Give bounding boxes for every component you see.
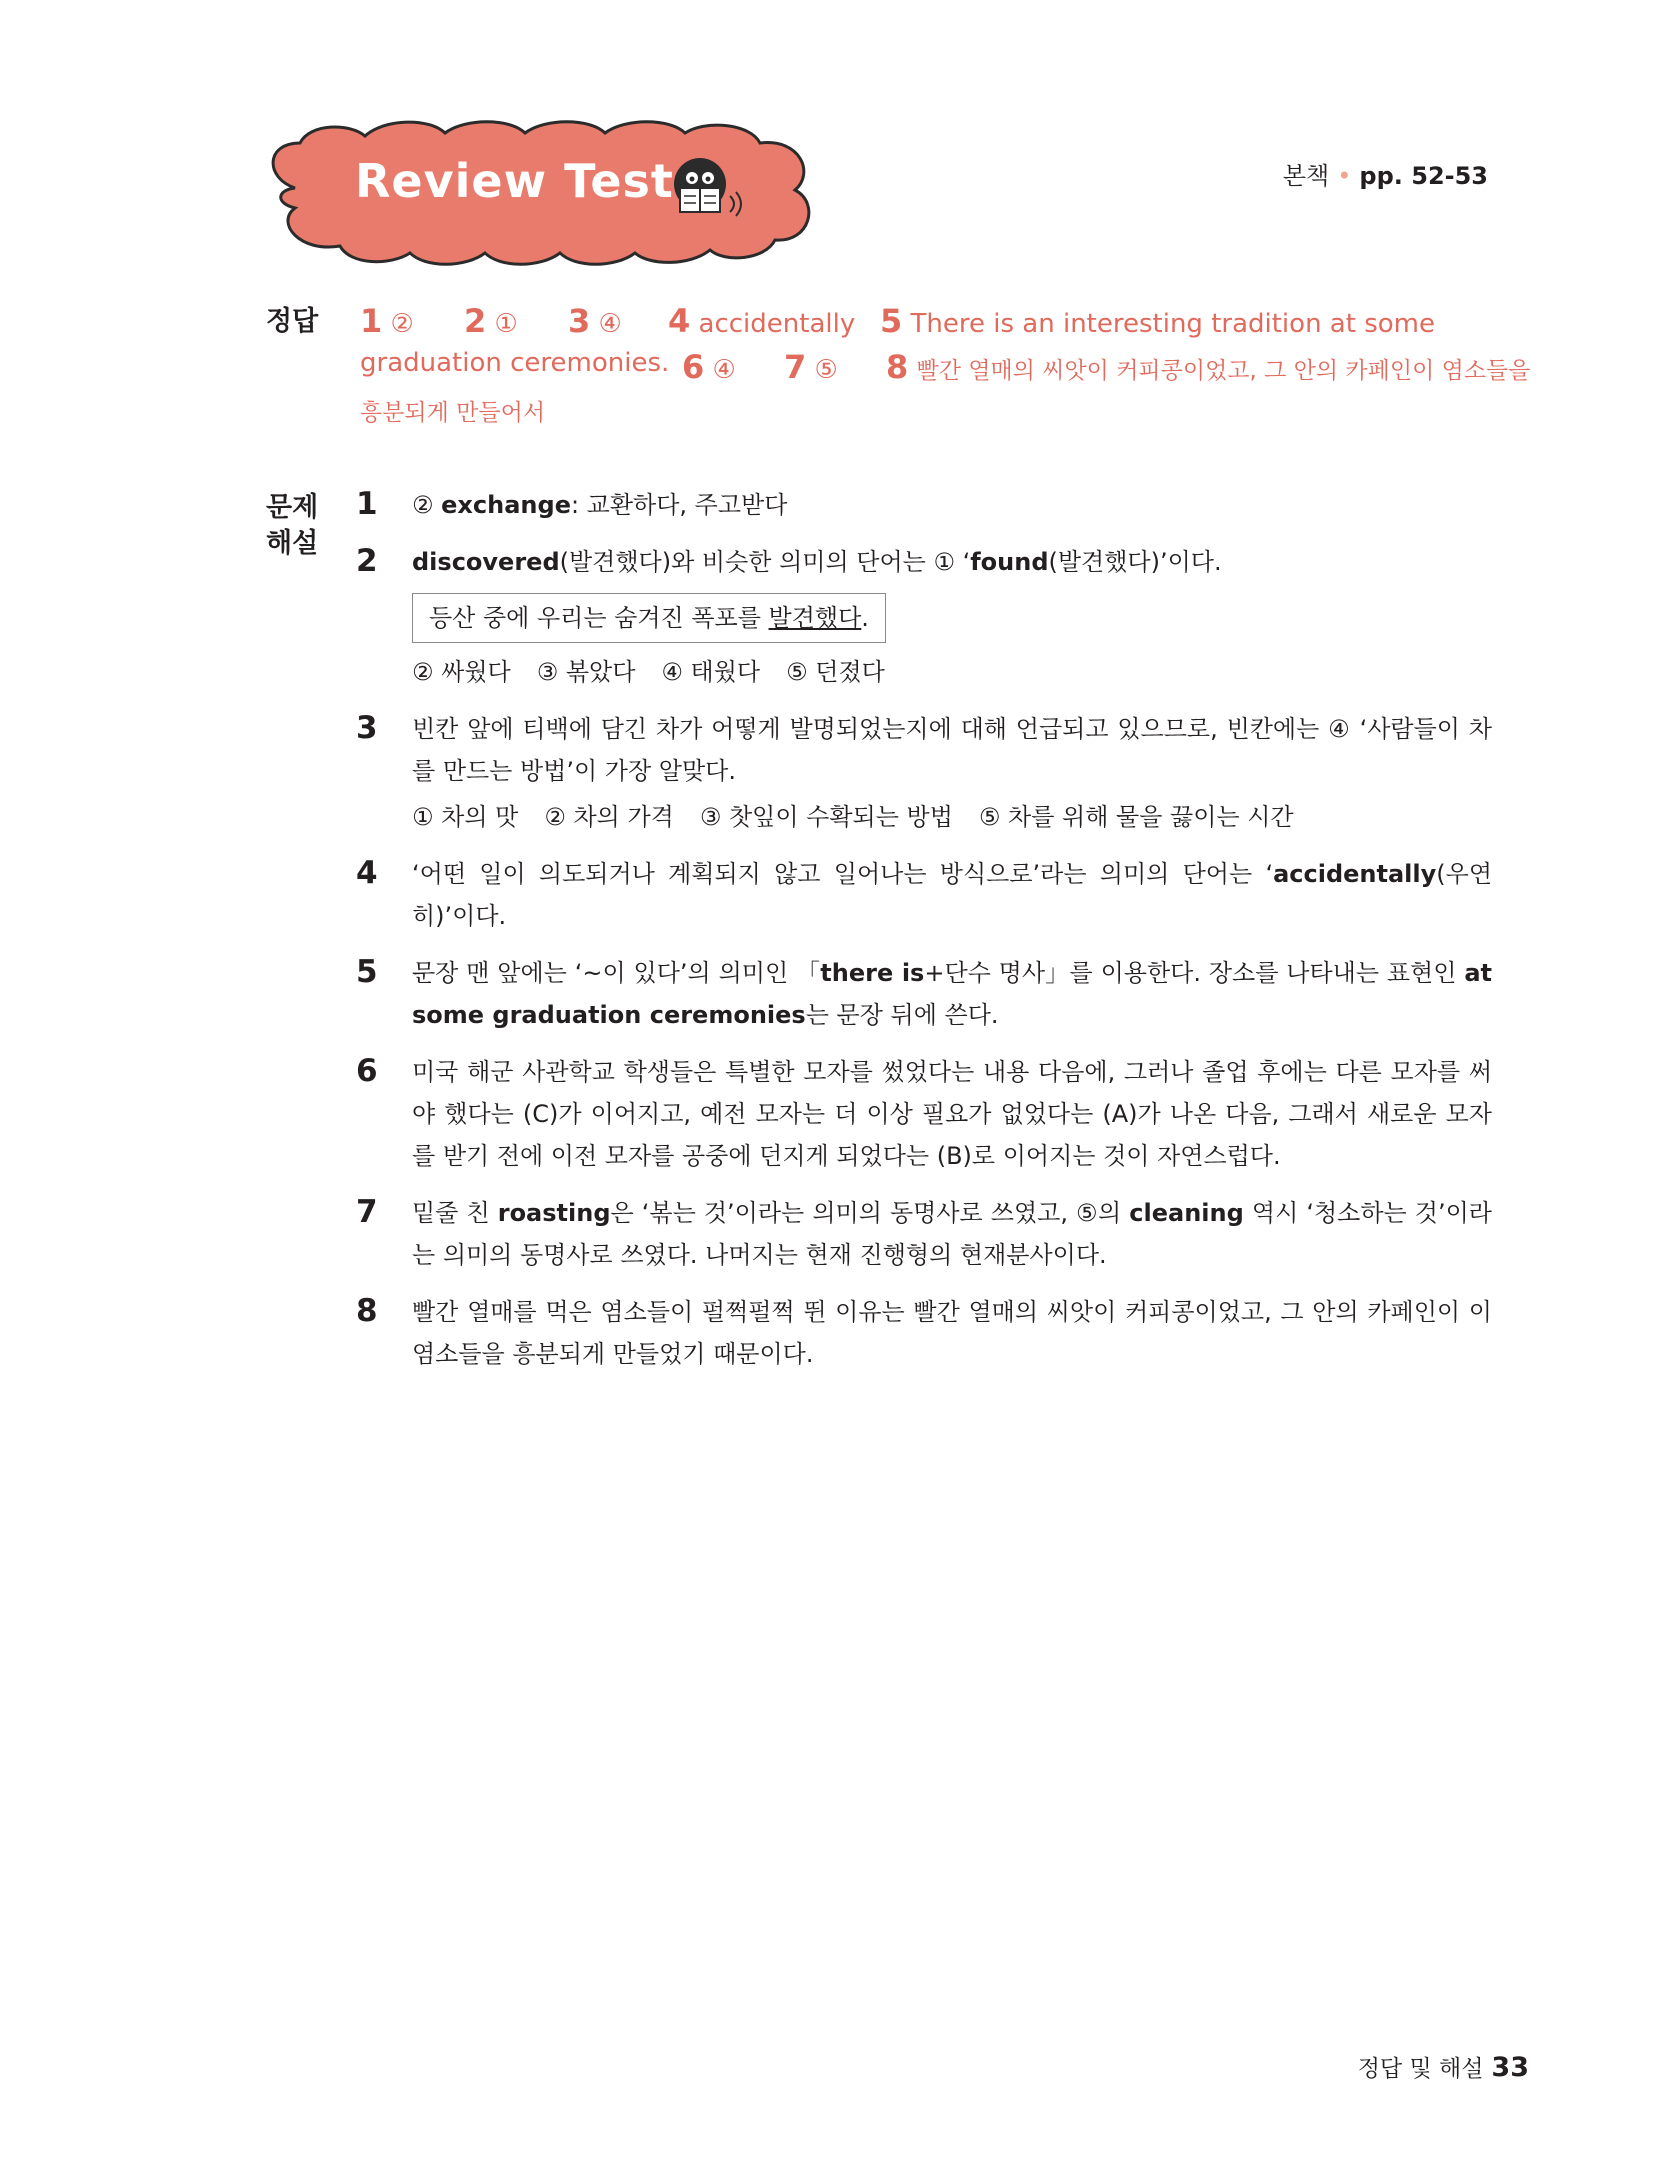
- example-sentence-box: 등산 중에 우리는 숨겨진 폭포를 발견했다.: [412, 593, 886, 643]
- choice-translations: [412, 651, 1492, 693]
- answer-7: 7 ⑤: [784, 348, 838, 386]
- page-reference: [1283, 156, 1488, 191]
- explanation-5: [356, 952, 1492, 1036]
- choice: ① 차의 맛: [412, 803, 519, 831]
- explanation-text: 빨간 열매를 먹은 염소들이 펄쩍펄쩍 뛴 이유는 빨간 열매의 씨앗이 커피콩이었고, 그 안의 카페인이 이 염소들을 흥분되게 만들었기 때문이다.: [412, 1298, 1492, 1368]
- choice: ③ 볶았다: [536, 658, 636, 686]
- explanations-label-line1: 문제: [266, 492, 319, 523]
- item-number: 8: [356, 1293, 378, 1329]
- explanation-7: [356, 1192, 1492, 1276]
- answer-5-continued: graduation ceremonies.: [360, 348, 670, 378]
- explanation-2: [356, 541, 1492, 693]
- choice: ⑤ 던졌다: [786, 658, 885, 686]
- item-number: 4: [356, 855, 378, 891]
- explanation-text: ② exchange: 교환하다, 주고받다: [412, 491, 788, 519]
- answer-line-2: [360, 348, 1531, 394]
- bullet-dot-icon: •: [1337, 162, 1352, 190]
- explanation-text: 빈칸 앞에 티백에 담긴 차가 어떻게 발명되었는지에 대해 언급되고 있으므로, 빈칸에는 ④ ‘사람들이 차를 만드는 방법’이 가장 알맞다.: [412, 715, 1492, 785]
- answer-2: 2 ①: [464, 302, 518, 340]
- answer-1: 1 ②: [360, 302, 414, 340]
- answer-4: 4 accidentally: [668, 302, 856, 340]
- answer-3: 3 ④: [568, 302, 622, 340]
- item-number: 7: [356, 1194, 378, 1230]
- answer-8-continued: 흥분되게 만들어서: [360, 400, 546, 426]
- answer-8: 8 빨간 열매의 씨앗이 커피콩이었고, 그 안의 카페인이 염소들을: [886, 348, 1531, 386]
- footer-label: 정답 및 해설: [1357, 2056, 1484, 2082]
- page-number: 33: [1491, 2052, 1529, 2083]
- explanation-text: 미국 해군 사관학교 학생들은 특별한 모자를 썼었다는 내용 다음에, 그러나 졸업 후에는 다른 모자를 써야 했다는 (C)가 이어지고, 예전 모자는 더 이상 필요가 없었다는 (A)가 나온 다음, 그래서 새로운 모자를 받기 전에 이전 모자를 공중에 던지게 되었다는 (B)로 이어지는 것이 자연스럽다.: [412, 1058, 1492, 1170]
- page-ref-book: 본책: [1282, 162, 1330, 190]
- review-test-header: [255, 118, 835, 268]
- explanation-list: [356, 484, 1492, 1390]
- choice: ② 차의 가격: [544, 803, 674, 831]
- item-number: 2: [356, 543, 378, 579]
- explanation-text: ‘어떤 일이 의도되거나 계획되지 않고 일어나는 방식으로’라는 의미의 단어는 ‘accidentally(우연히)’이다.: [412, 860, 1492, 930]
- choice: ③ 찻잎이 수확되는 방법: [699, 803, 953, 831]
- choice: ② 싸웠다: [412, 658, 511, 686]
- explanation-8: [356, 1291, 1492, 1375]
- explanation-text: discovered(발견했다)와 비슷한 의미의 단어는 ① ‘found(발견했다)’이다.: [412, 548, 1222, 576]
- explanation-4: [356, 853, 1492, 937]
- explanations-label: [266, 490, 318, 562]
- page-ref-pages: pp. 52-53: [1359, 162, 1488, 190]
- page-title: Review Test: [355, 154, 674, 208]
- explanation-1: [356, 484, 1492, 526]
- answers-label: 정답: [266, 306, 319, 337]
- choice: ④ 태웠다: [661, 658, 761, 686]
- answer-6: 6 ④: [682, 348, 736, 386]
- answer-key: [360, 302, 1531, 440]
- explanation-3: [356, 708, 1492, 838]
- item-number: 5: [356, 954, 378, 990]
- page-footer: [1358, 2050, 1529, 2083]
- choice: ⑤ 차를 위해 물을 끓이는 시간: [978, 803, 1294, 831]
- item-number: 6: [356, 1053, 378, 1089]
- answer-line-3: [360, 394, 1490, 440]
- item-number: 3: [356, 710, 378, 746]
- answer-5: 5 There is an interesting tradition at some: [880, 302, 1435, 340]
- answer-line-1: [360, 302, 1490, 348]
- explanation-text: 밑줄 친 roasting은 ‘볶는 것’이라는 의미의 동명사로 쓰였고, ⑤의 cleaning 역시 ‘청소하는 것’이라는 의미의 동명사로 쓰였다. 나머지는 현재 진행형의 현재분사이다.: [412, 1199, 1492, 1269]
- choice-translations: [412, 796, 1492, 838]
- explanations-label-line2: 해설: [266, 528, 319, 559]
- explanation-text: 문장 맨 앞에는 ‘~이 있다’의 의미인 「there is+단수 명사」를 이용한다. 장소를 나타내는 표현인 at some graduation ceremonies는 문장 뒤에 쓴다.: [412, 959, 1492, 1029]
- item-number: 1: [356, 486, 378, 522]
- explanation-6: [356, 1051, 1492, 1177]
